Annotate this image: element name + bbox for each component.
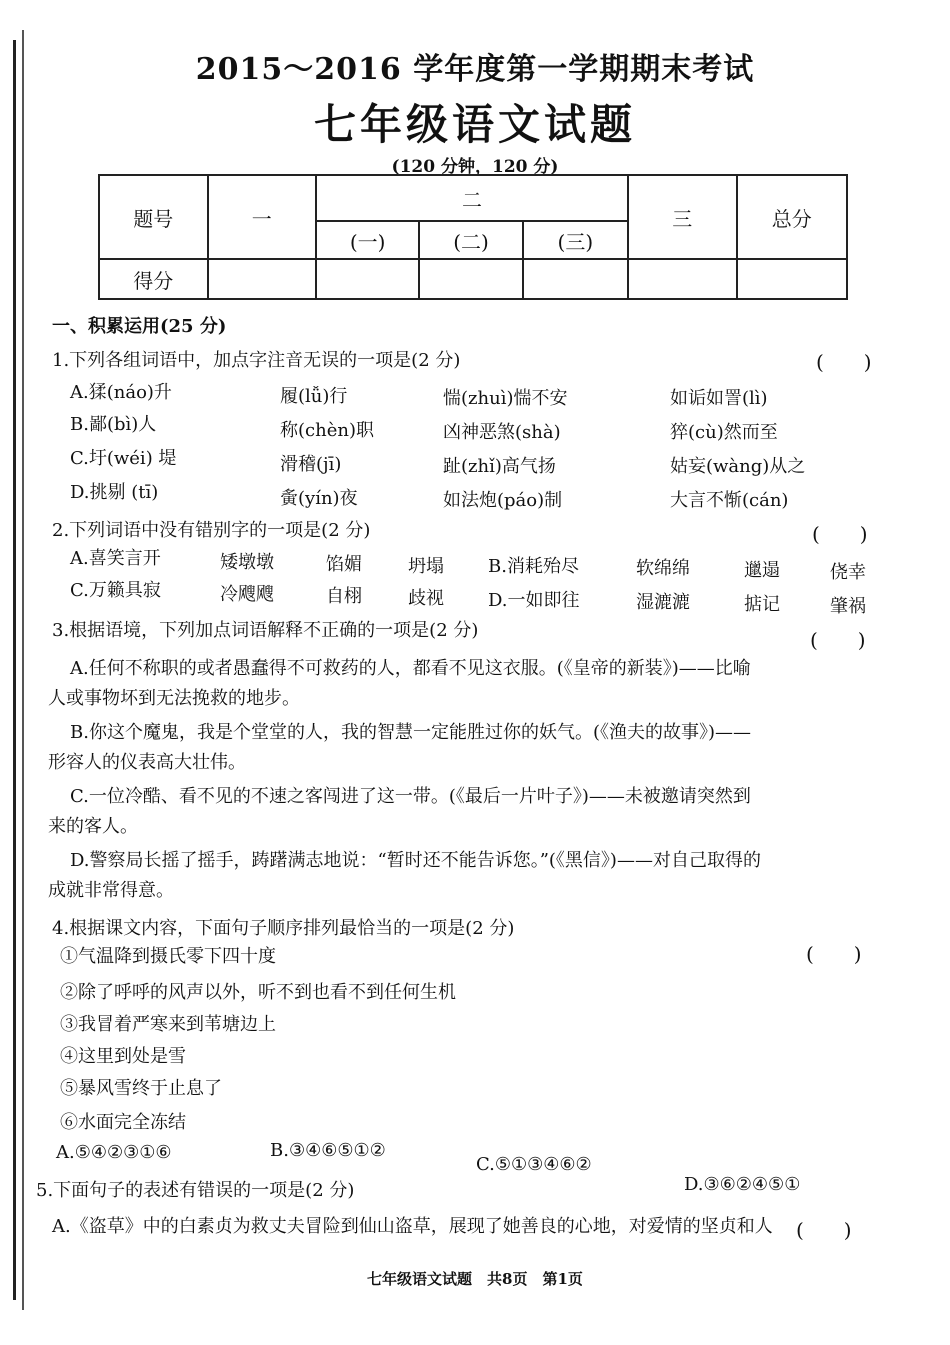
q2-word: D.一如即往 <box>488 590 580 611</box>
q1-option-b-4: 猝(cù)然而至 <box>670 422 778 443</box>
q2-word: 肇祸 <box>830 596 866 617</box>
q1-option-c-2: 滑稽(jī) <box>280 454 342 475</box>
score-cell[interactable] <box>208 259 317 299</box>
q4-option-d: D.③⑥②④⑤① <box>684 1174 801 1195</box>
q2-word: 矮墩墩 <box>220 552 274 573</box>
q2-word: 歧视 <box>408 588 444 609</box>
header-sub-1: (一) <box>316 221 419 259</box>
score-cell[interactable] <box>316 259 419 299</box>
paper-title: 七年级语文试题 <box>313 100 636 149</box>
answer-blank[interactable]: ( ) <box>806 942 862 966</box>
q3-option-c: C.一位冷酷、看不见的不速之客闯进了这一带。(《最后一片叶子》)——未被邀请突然到 <box>70 786 751 807</box>
header-sub-2: (二) <box>419 221 522 259</box>
answer-blank[interactable]: ( ) <box>810 628 866 652</box>
header-part-3: 三 <box>628 175 737 259</box>
header-score: 得分 <box>99 259 208 299</box>
time-score-note: (120 分钟，120 分) <box>391 157 559 177</box>
q4-sentence: ④这里到处是雪 <box>60 1046 186 1067</box>
score-cell[interactable] <box>628 259 737 299</box>
section-heading: 一、积累运用(25 分) <box>52 316 227 337</box>
question-4-stem: 4.根据课文内容，下面句子顺序排列最恰当的一项是(2 分) <box>52 918 515 939</box>
q2-word: 邋遢 <box>744 560 780 581</box>
q1-option-d-2: 夤(yín)夜 <box>280 488 358 509</box>
q1-option-d-3: 如法炮(páo)制 <box>443 490 563 511</box>
binding-line <box>13 40 16 1300</box>
q2-word: 馅媚 <box>326 554 362 575</box>
answer-blank[interactable]: ( ) <box>816 350 872 374</box>
answer-blank[interactable]: ( ) <box>812 522 868 546</box>
header-question-no: 题号 <box>99 175 208 259</box>
q3-option-a-cont: 人或事物坏到无法挽救的地步。 <box>48 688 300 709</box>
q3-option-d-cont: 成就非常得意。 <box>48 880 174 901</box>
score-cell[interactable] <box>419 259 522 299</box>
q1-option-d-4: 大言不惭(cán) <box>670 490 789 511</box>
header-total: 总分 <box>737 175 848 259</box>
q5-option-a: A.《盗草》中的白素贞为救丈夫冒险到仙山盗草，展现了她善良的心地，对爱情的坚贞和人 <box>52 1216 773 1237</box>
score-cell[interactable] <box>523 259 628 299</box>
q1-option-d-1: D.挑剔 (tī) <box>70 482 159 503</box>
q1-option-a-2: 履(lǚ)行 <box>280 386 348 407</box>
q4-option-b: B.③④⑥⑤①② <box>270 1140 386 1161</box>
q1-option-c-3: 趾(zhǐ)高气扬 <box>443 456 556 477</box>
q3-option-d: D.警察局长摇了摇手，踌躇满志地说：“暂时还不能告诉您。”(《黑信》)——对自己取得的 <box>70 850 761 871</box>
q3-option-a: A.任何不称职的或者愚蠢得不可救药的人，都看不见这衣服。(《皇帝的新装》)——比喻 <box>70 658 751 679</box>
q1-option-a-4: 如诟如詈(lì) <box>670 388 768 409</box>
q3-option-b-cont: 形容人的仪表高大壮伟。 <box>48 752 246 773</box>
score-cell[interactable] <box>737 259 848 299</box>
q1-option-b-1: B.鄙(bì)人 <box>70 414 157 435</box>
q2-word: C.万籁具寂 <box>70 580 161 601</box>
question-2-stem: 2.下列词语中没有错别字的一项是(2 分) <box>52 520 371 541</box>
q1-option-a-3: 惴(zhuì)惴不安 <box>443 388 568 409</box>
header-sub-3: (三) <box>523 221 628 259</box>
header-part-1: 一 <box>208 175 317 259</box>
header-part-2: 二 <box>316 175 628 221</box>
q1-option-a-1: A.猱(náo)升 <box>70 382 172 403</box>
q2-word: 自栩 <box>326 586 362 607</box>
question-3-stem: 3.根据语境，下列加点词语解释不正确的一项是(2 分) <box>52 620 479 641</box>
q2-word: 软绵绵 <box>636 558 690 579</box>
q1-option-c-1: C.圩(wéi) 堤 <box>70 448 177 469</box>
q4-option-c: C.⑤①③④⑥② <box>476 1154 592 1175</box>
score-table <box>98 174 848 300</box>
q3-option-c-cont: 来的客人。 <box>48 816 138 837</box>
exam-title: 2015～2016 学年度第一学期期末考试 <box>195 52 755 87</box>
q1-option-c-4: 姑妄(wàng)从之 <box>670 456 806 477</box>
q4-sentence: ③我冒着严寒来到苇塘边上 <box>60 1014 276 1035</box>
q2-word: 侥幸 <box>830 562 866 583</box>
binding-line <box>22 30 24 1310</box>
q2-word: A.喜笑言开 <box>70 548 161 569</box>
q4-sentence: ②除了呼呼的风声以外，听不到也看不到任何生机 <box>60 982 456 1003</box>
q2-word: B.消耗殆尽 <box>488 556 579 577</box>
q4-option-a: A.⑤④②③①⑥ <box>56 1142 172 1163</box>
question-1-stem: 1.下列各组词语中，加点字注音无误的一项是(2 分) <box>52 350 461 371</box>
q4-sentence: ⑥水面完全冻结 <box>60 1112 186 1133</box>
answer-blank[interactable]: ( ) <box>796 1218 852 1242</box>
q4-sentence: ①气温降到摄氏零下四十度 <box>60 946 276 967</box>
q4-sentence: ⑤暴风雪终于止息了 <box>60 1078 222 1099</box>
binding-margin <box>0 0 28 1345</box>
q1-option-b-3: 凶神恶煞(shà) <box>443 422 561 443</box>
q2-word: 湿漉漉 <box>636 592 690 613</box>
q3-option-b: B.你这个魔鬼，我是个堂堂的人，我的智慧一定能胜过你的妖气。(《渔夫的故事》)—— <box>70 722 751 743</box>
q2-word: 坍塌 <box>408 556 444 577</box>
q1-option-b-2: 称(chèn)职 <box>280 420 374 441</box>
q2-word: 冷飕飕 <box>220 584 274 605</box>
q2-word: 掂记 <box>744 594 780 615</box>
question-5-stem: 5.下面句子的表述有错误的一项是(2 分) <box>36 1180 355 1201</box>
page-footer: 七年级语文试题 共8页 第1页 <box>367 1270 583 1288</box>
